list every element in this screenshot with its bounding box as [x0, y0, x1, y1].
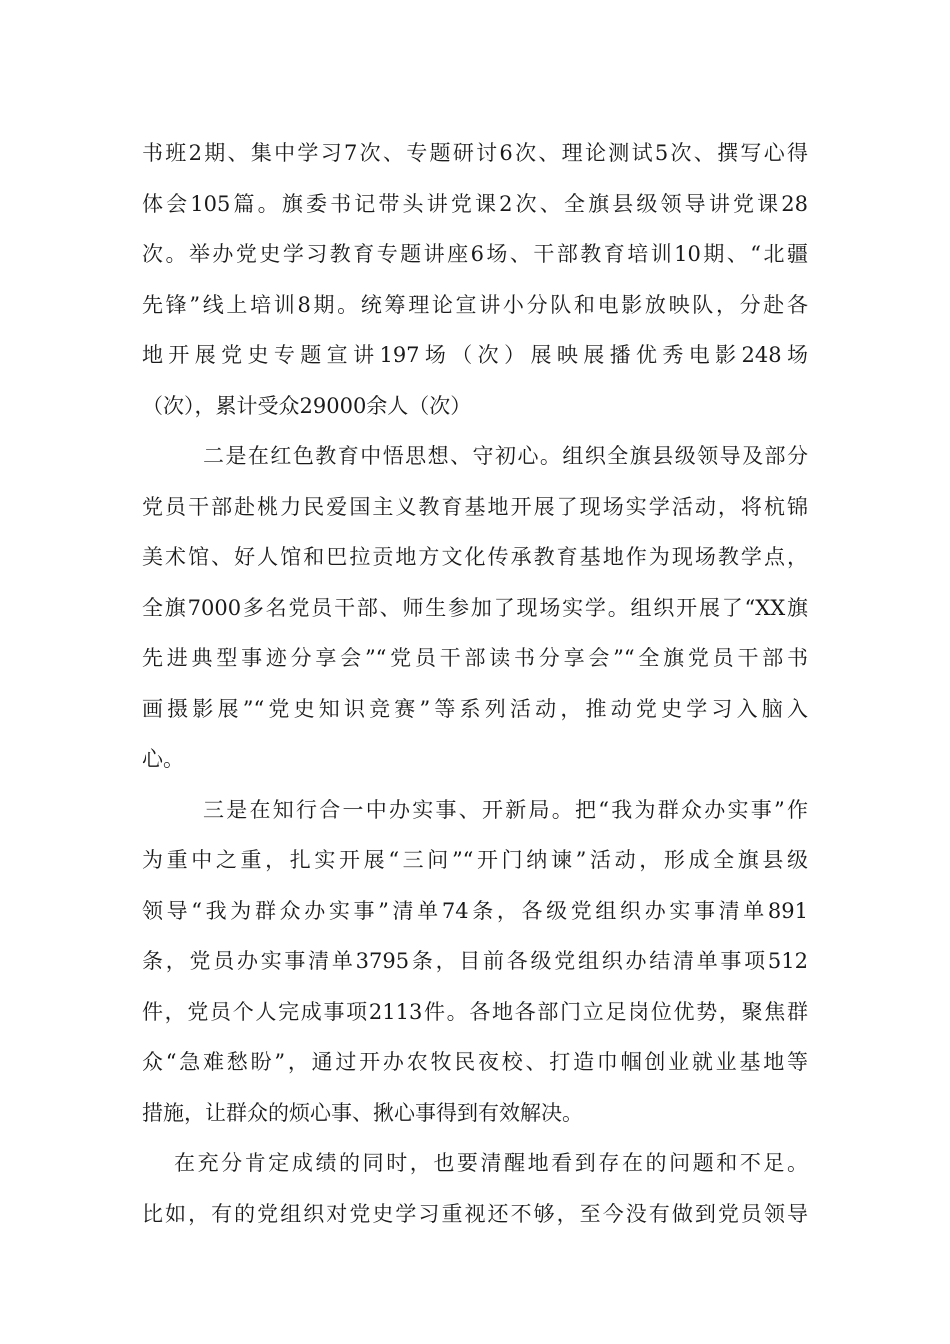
text-line: 众“急难愁盼”，通过开办农牧民夜校、打造巾帼创业就业基地等: [142, 1050, 808, 1074]
text-line: 全旗7000多名党员干部、师生参加了现场实学。组织开展了“XX旗: [142, 595, 808, 620]
paragraph-first-line: 在充分肯定成绩的同时，也要清醒地看到存在的问题和不足。: [174, 1151, 808, 1175]
text-line: 为重中之重，扎实开展“三问”“开门纳谏”活动，形成全旗县级: [142, 848, 808, 872]
paragraph-first-line: 三是在知行合一中办实事、开新局。把“我为群众办实事”作: [203, 797, 808, 822]
document-body: [142, 128, 808, 1239]
text-line: 体会105篇。旗委书记带头讲党课2次、全旗县级领导讲党课28: [142, 191, 808, 216]
text-line: 领导“我为群众办实事”清单74条，各级党组织办实事清单891: [142, 898, 808, 923]
text-line: （次），累计受众29000余人（次）: [142, 393, 472, 418]
text-line: 美术馆、好人馆和巴拉贡地方文化传承教育基地作为现场教学点，: [142, 545, 808, 569]
text-line: 比如，有的党组织对党史学习重视还不够，至今没有做到党员领导: [142, 1201, 808, 1226]
text-line: 措施，让群众的烦心事、揪心事得到有效解决。: [142, 1100, 583, 1125]
text-line: 先进典型事迹分享会”“党员干部读书分享会”“全旗党员干部书: [142, 646, 808, 670]
text-line: 心。: [142, 747, 184, 771]
text-line: 先锋”线上培训8期。统筹理论宣讲小分队和电影放映队，分赴各: [142, 292, 808, 317]
text-line: 画摄影展”“党史知识竞赛”等系列活动，推动党史学习入脑入: [142, 696, 808, 721]
text-line: 党员干部赴桃力民爱国主义教育基地开展了现场实学活动，将杭锦: [142, 494, 808, 519]
text-line: 次。举办党史学习教育专题讲座6场、干部教育培训10期、“北疆: [142, 242, 808, 266]
text-line: 地开展党史专题宣讲197场（次）展映展播优秀电影248场: [142, 343, 808, 367]
text-line: 件，党员个人完成事项2113件。各地各部门立足岗位优势，聚焦群: [142, 999, 808, 1024]
paragraph-first-line: 二是在红色教育中悟思想、守初心。组织全旗县级领导及部分: [203, 444, 808, 468]
text-line: 条，党员办实事清单3795条，目前各级党组织办结清单事项512: [142, 949, 808, 973]
text-line: 书班2期、集中学习7次、专题研讨6次、理论测试5次、撰写心得: [142, 141, 808, 165]
